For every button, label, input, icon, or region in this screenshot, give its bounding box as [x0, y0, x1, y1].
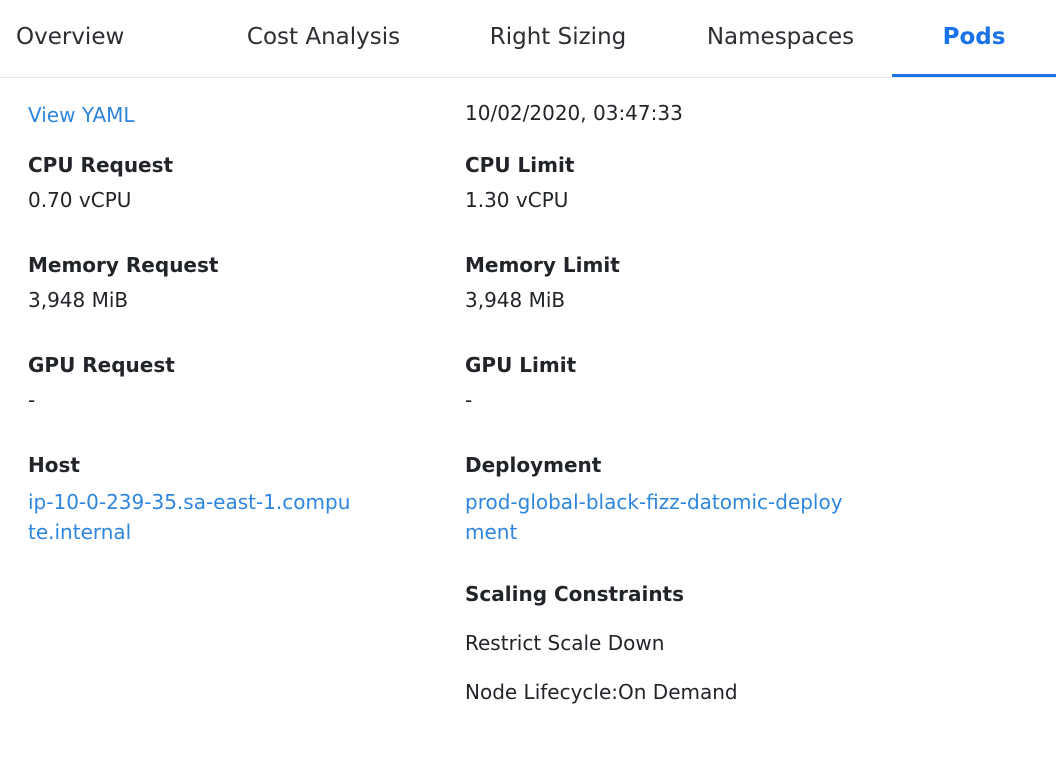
view-yaml-link[interactable]: View YAML	[28, 103, 135, 127]
timestamp-row	[465, 100, 895, 152]
tab-namespaces[interactable]	[669, 0, 892, 77]
memory-request-value: 3,948 MiB	[28, 288, 129, 312]
host-label: Host	[28, 453, 80, 477]
gpu-request-label: GPU Request	[28, 353, 175, 377]
pod-detail-panel	[0, 78, 1056, 758]
cpu-limit-label: CPU Limit	[465, 153, 575, 177]
timestamp-value: 10/02/2020, 03:47:33	[465, 101, 683, 125]
tab-bar	[0, 0, 1056, 78]
cpu-request-label: CPU Request	[28, 153, 174, 177]
tab-right-sizing[interactable]	[447, 0, 669, 77]
tab-overview[interactable]	[0, 0, 200, 77]
gpu-request-field	[28, 352, 448, 414]
deployment-field	[465, 452, 895, 547]
tab-cost-analysis-label: Cost Analysis	[246, 24, 401, 50]
cpu-limit-field	[465, 152, 895, 214]
tab-namespaces-label: Namespaces	[706, 24, 855, 50]
memory-request-field	[28, 252, 448, 314]
cpu-limit-value: 1.30 vCPU	[465, 188, 569, 212]
tab-pods[interactable]	[892, 0, 1056, 77]
scaling-constraints-field	[465, 581, 895, 706]
gpu-request-value: -	[28, 388, 36, 412]
scaling-constraint-item: Restrict Scale Down	[465, 631, 665, 655]
gpu-limit-value: -	[465, 388, 473, 412]
gpu-limit-label: GPU Limit	[465, 353, 577, 377]
cpu-request-value: 0.70 vCPU	[28, 188, 132, 212]
deployment-link[interactable]: prod-global-black-fizz-datomic-deployment	[465, 490, 843, 544]
cpu-request-field	[28, 152, 448, 214]
deployment-label: Deployment	[465, 453, 602, 477]
memory-request-label: Memory Request	[28, 253, 219, 277]
tab-cost-analysis[interactable]	[200, 0, 447, 77]
memory-limit-field	[465, 252, 895, 314]
tab-overview-label: Overview	[16, 24, 125, 50]
tab-right-sizing-label: Right Sizing	[489, 24, 627, 50]
host-link[interactable]: ip-10-0-239-35.sa-east-1.compute.internal	[28, 490, 351, 544]
detail-column-left	[28, 100, 448, 569]
memory-limit-label: Memory Limit	[465, 253, 620, 277]
scaling-constraint-item: Node Lifecycle:On Demand	[465, 680, 738, 704]
gpu-limit-field	[465, 352, 895, 414]
view-yaml-row	[28, 100, 448, 152]
memory-limit-value: 3,948 MiB	[465, 288, 566, 312]
tab-pods-label: Pods	[942, 24, 1006, 50]
detail-column-right	[465, 100, 895, 728]
scaling-constraints-label: Scaling Constraints	[465, 582, 685, 606]
host-field	[28, 452, 448, 547]
